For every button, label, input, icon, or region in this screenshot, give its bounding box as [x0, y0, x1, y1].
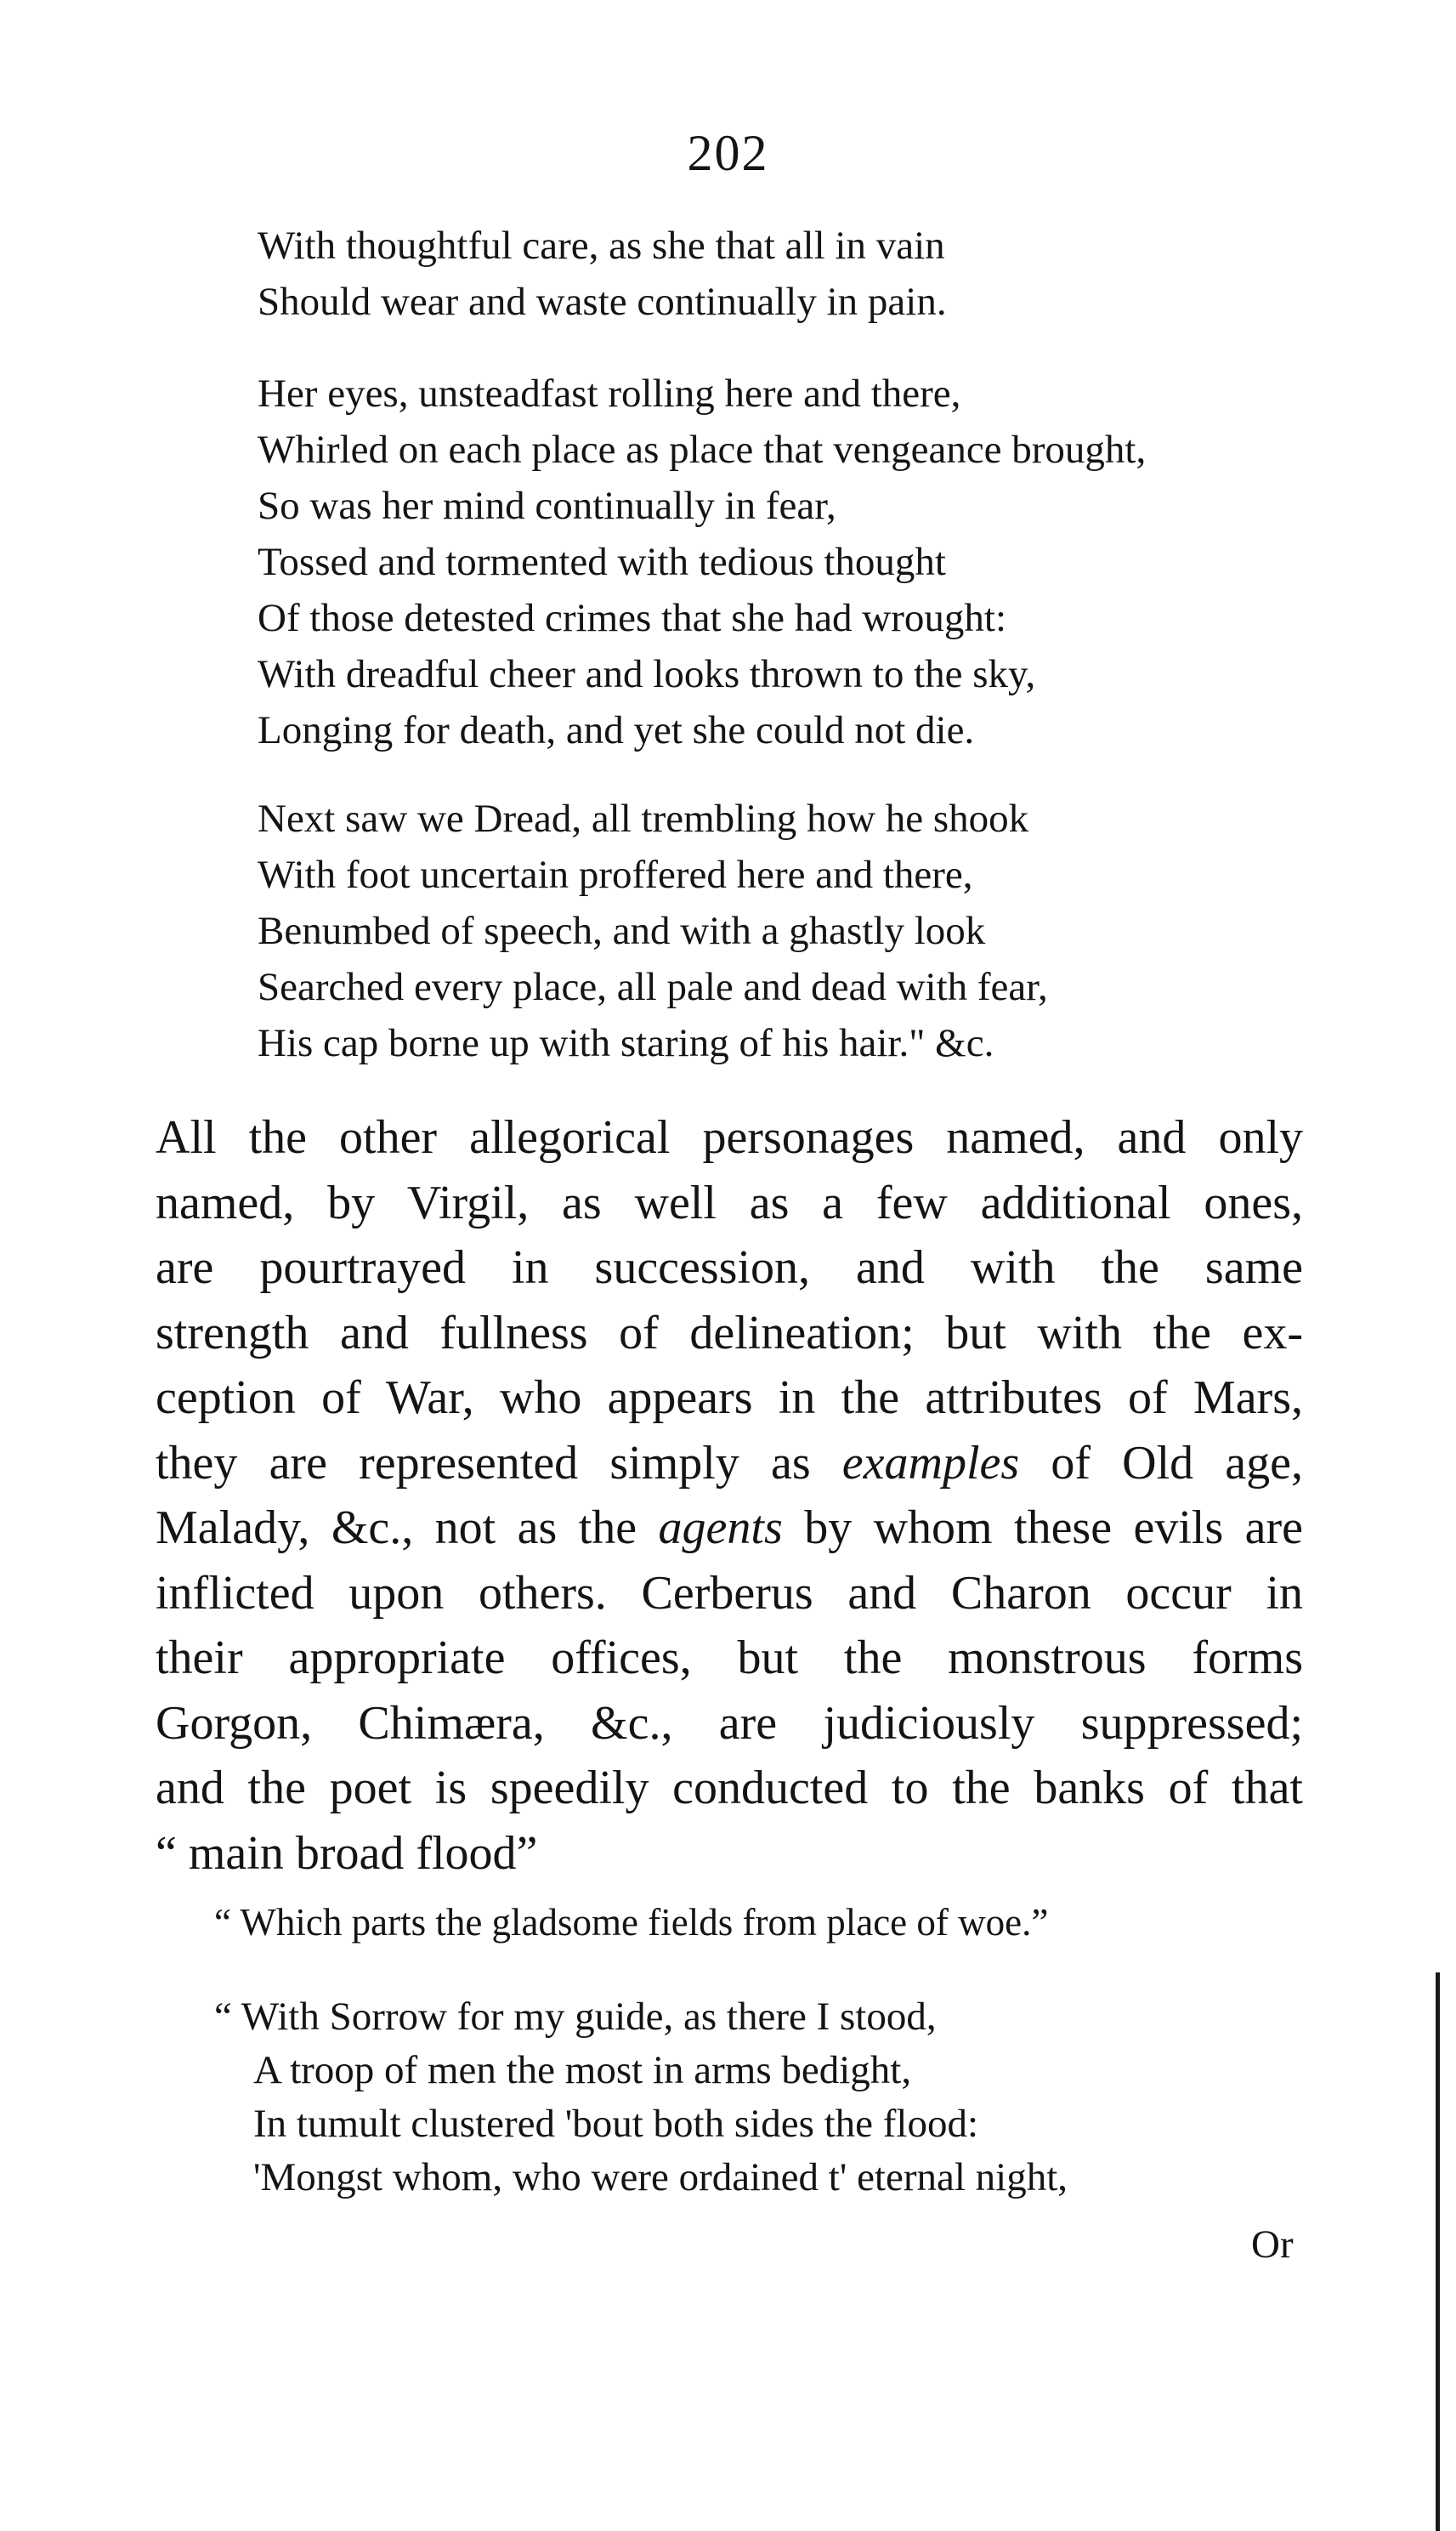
prose-line: their appropriate offices, but the monstrous forms: [156, 1632, 1303, 1684]
verse-stanza-1: [258, 218, 947, 330]
verse-line: With thoughtful care, as she that all in vain: [258, 224, 945, 268]
prose-line: [156, 1431, 1303, 1496]
verse-line: His cap borne up with staring of his hair." &c.: [258, 1021, 994, 1065]
verse-line: Longing for death, and yet she could not die.: [258, 708, 975, 752]
verse-line: Tossed and tormented with tedious thought: [258, 540, 946, 584]
verse-line: So was her mind continually in fear,: [258, 484, 836, 528]
verse-line: Searched every place, all pale and dead with fear,: [258, 965, 1048, 1009]
verse-stanza-4: [214, 1990, 1068, 2205]
prose-line: named, by Virgil, as well as a few additional ones,: [156, 1176, 1303, 1229]
prose-text: they are represented simply as: [156, 1436, 811, 1490]
verse-line: Should wear and waste continually in pain.: [258, 280, 947, 324]
block-quote-line: “ Which parts the gladsome fields from place of woe.”: [214, 1901, 1049, 1944]
prose-paragraph: [156, 1105, 1303, 1886]
verse-line: Of those detested crimes that she had wrought:: [258, 596, 1007, 640]
prose-line: strength and fullness of delineation; but with the ex-: [156, 1306, 1303, 1359]
prose-line: and the poet is speedily conducted to the banks of that: [156, 1762, 1303, 1814]
verse-line: In tumult clustered 'bout both sides the flood:: [253, 2102, 979, 2146]
prose-text: by whom these evils are: [804, 1501, 1304, 1554]
verse-stanza-2: [258, 366, 1146, 758]
prose-line: ception of War, who appears in the attributes of Mars,: [156, 1371, 1303, 1424]
verse-line: Next saw we Dread, all trembling how he shook: [258, 797, 1029, 841]
verse-line: 'Mongst whom, who were ordained t' eternal night,: [253, 2155, 1068, 2199]
verse-line: With dreadful cheer and looks thrown to the sky,: [258, 652, 1036, 696]
verse-stanza-3: [258, 791, 1048, 1071]
verse-line: With foot uncertain proffered here and there,: [258, 853, 973, 897]
verse-line: Whirled on each place as place that vengeance brought,: [258, 428, 1147, 472]
page-number: 202: [687, 125, 769, 181]
verse-line: “ With Sorrow for my guide, as there I stood,: [214, 1995, 937, 2039]
prose-text: of Old age,: [1051, 1436, 1304, 1490]
italic-emphasis: agents: [658, 1501, 783, 1554]
prose-line: All the other allegorical personages named, and only: [156, 1111, 1303, 1164]
prose-line: [156, 1495, 1303, 1561]
prose-line: “ main broad flood”: [156, 1826, 538, 1880]
verse-line: A troop of men the most in arms bedight,: [253, 2048, 912, 2092]
verse-line: Her eyes, unsteadfast rolling here and there,: [258, 372, 961, 416]
prose-line: are pourtrayed in succession, and with the same: [156, 1241, 1303, 1294]
verse-line: Benumbed of speech, and with a ghastly look: [258, 909, 986, 953]
catchword: Or: [1251, 2222, 1294, 2267]
prose-text: Malady, &c., not as the: [156, 1501, 637, 1554]
prose-line: inflicted upon others. Cerberus and Charon occur in: [156, 1566, 1303, 1620]
prose-line: Gorgon, Chimæra, &c., are judiciously suppressed;: [156, 1696, 1303, 1750]
page-edge-shadow: [1436, 1972, 1440, 2531]
italic-emphasis: examples: [841, 1436, 1020, 1490]
